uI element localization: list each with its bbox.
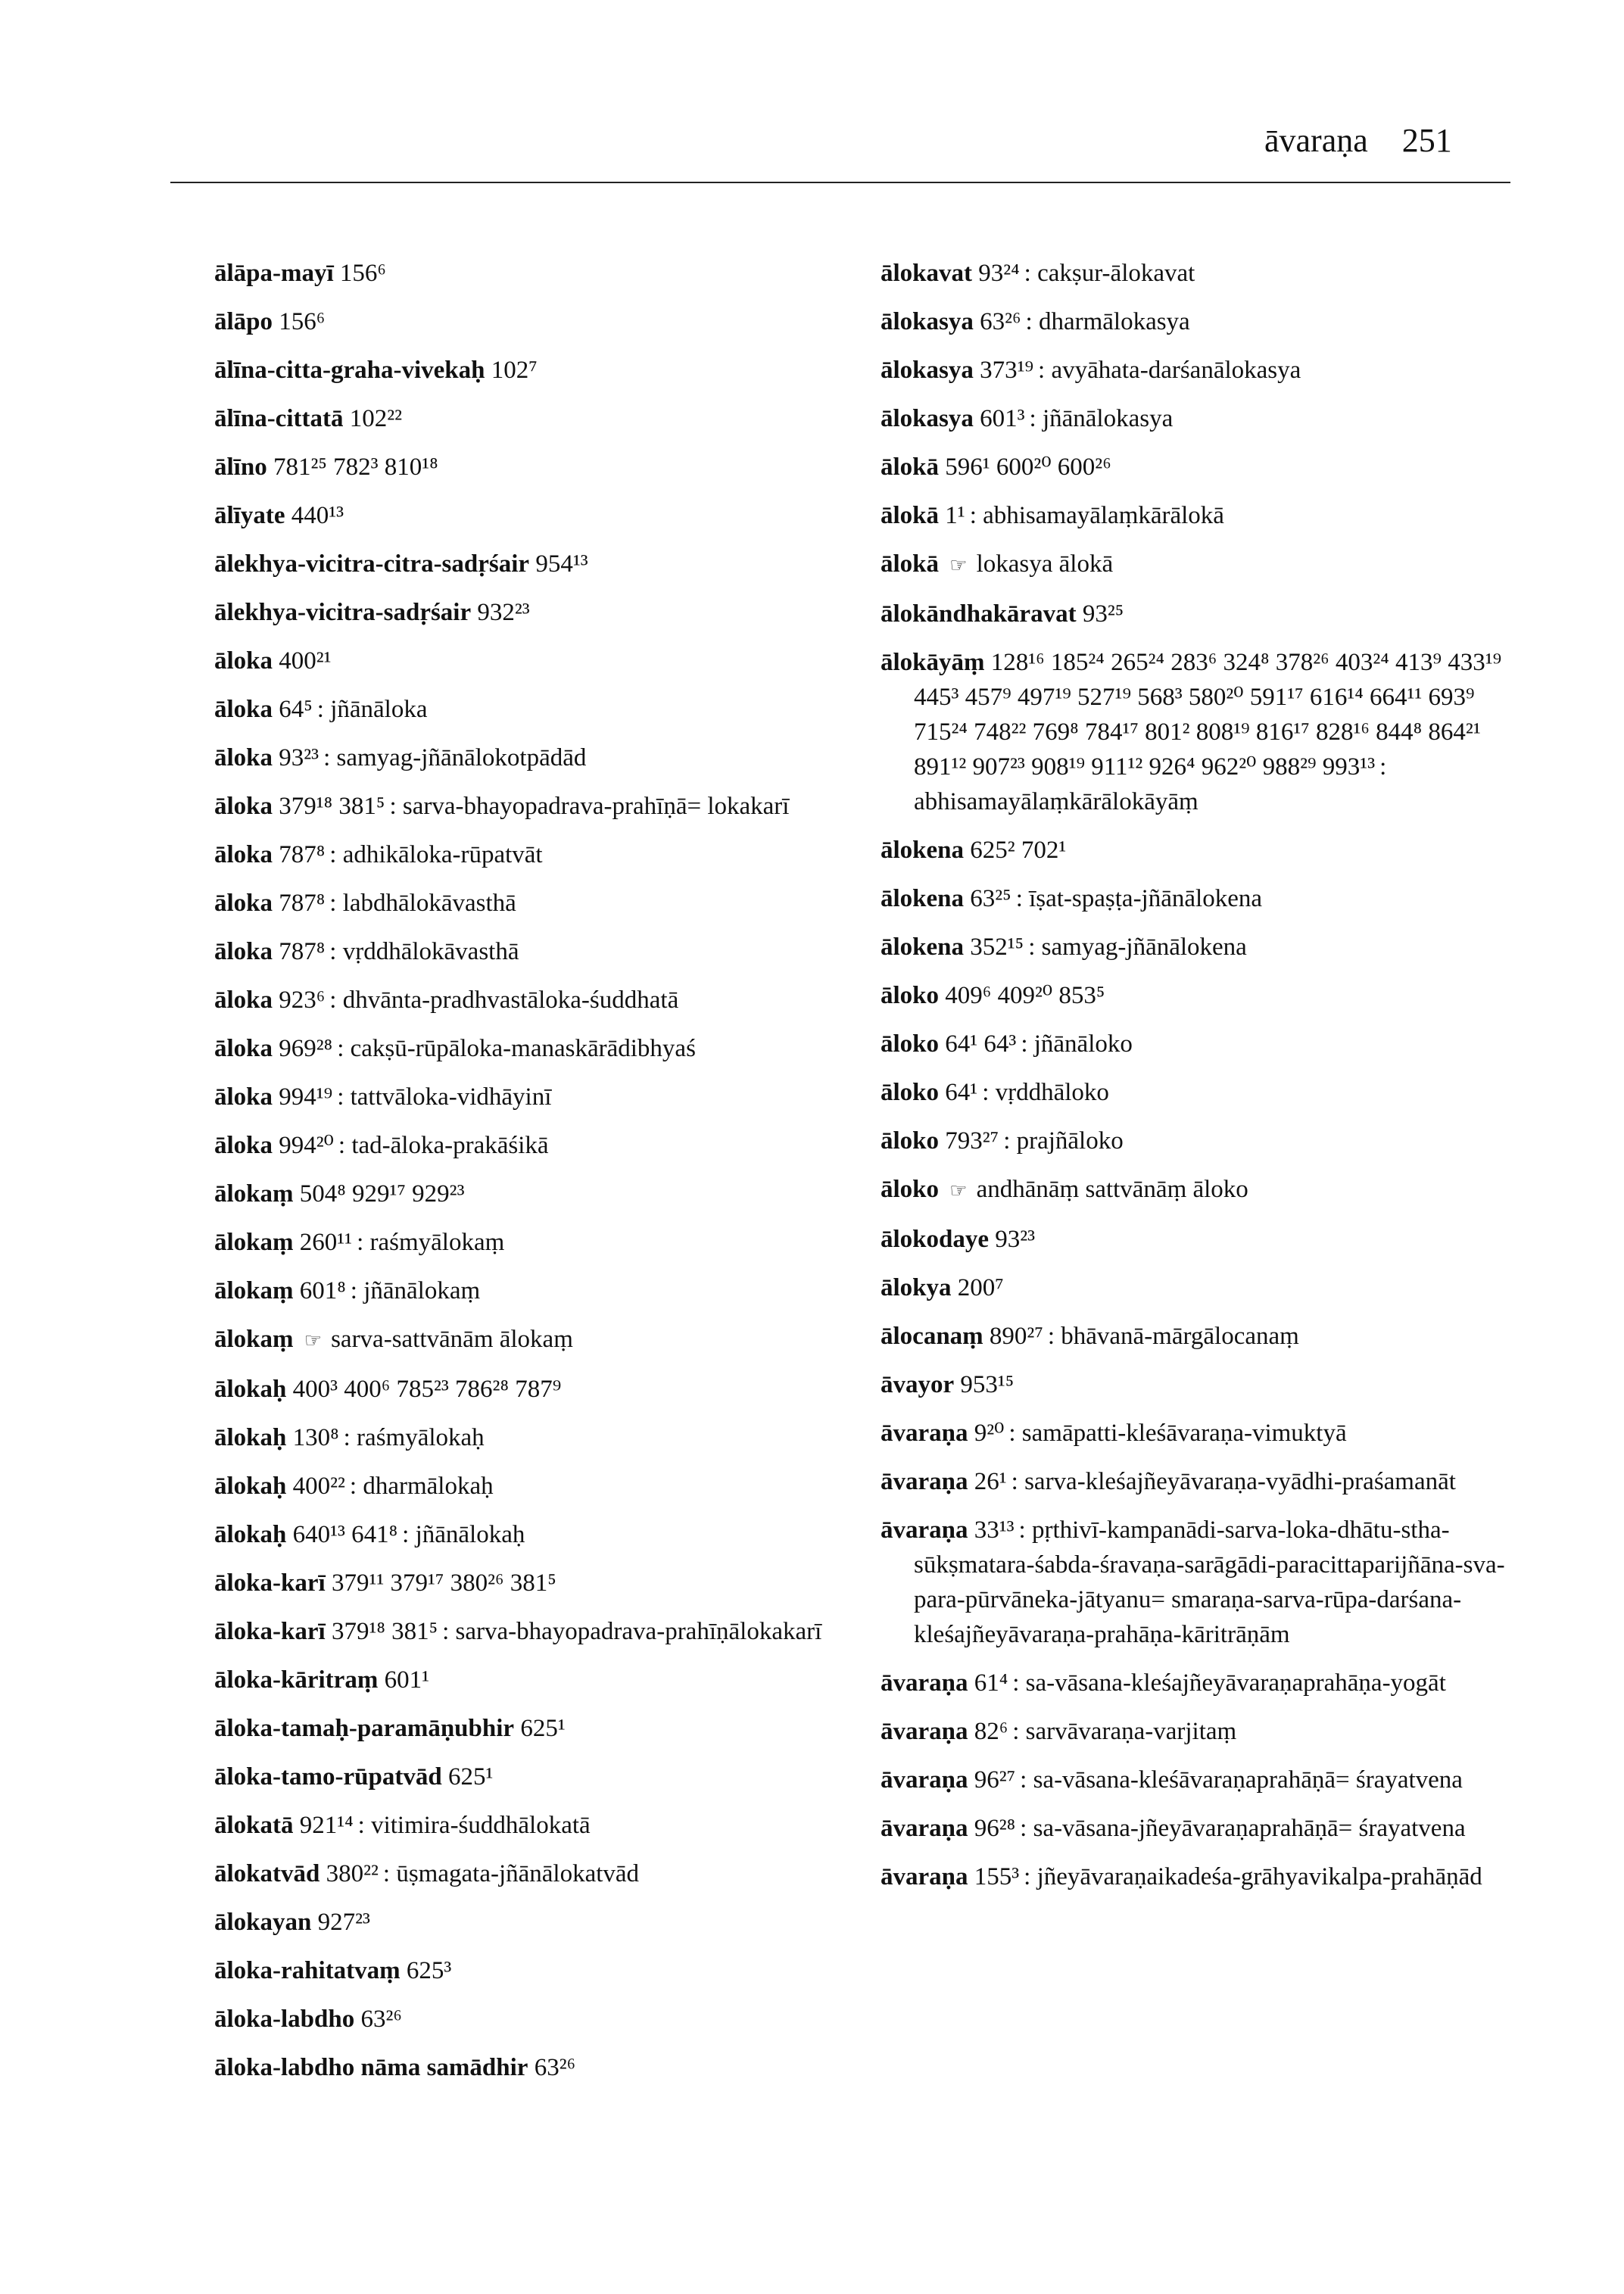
index-entry [214, 886, 873, 921]
entry-references: 63²⁶ [360, 2006, 402, 2033]
entry-compound: : dharmālokaḥ [349, 1473, 494, 1500]
entry-headword: āvaraṇa [881, 1766, 968, 1794]
entry-references: 601¹ [384, 1666, 429, 1694]
entry-references: 400²¹ [279, 647, 332, 675]
entry-references: 994¹⁹ [279, 1083, 333, 1111]
index-entry [214, 595, 873, 630]
entry-compound: : jñānālokaḥ [402, 1521, 525, 1548]
index-entry [214, 450, 873, 485]
entry-compound: : sa-vāsana-kleśajñeyāvaraṇaprahāṇa-yogāt [1012, 1669, 1446, 1697]
entry-references: 625¹ [447, 1763, 494, 1791]
index-entry [881, 1859, 1532, 1894]
index-entry [214, 1031, 873, 1066]
entry-references: 380²² [326, 1860, 379, 1887]
entry-references: 260¹¹ [299, 1229, 353, 1256]
index-entry [881, 1464, 1532, 1499]
entry-headword: ālāpo [214, 308, 273, 335]
entry-references: 63²⁶ [980, 308, 1021, 335]
entry-references: 921¹⁴ [299, 1812, 354, 1839]
index-entry [881, 1270, 1532, 1305]
see-also-icon: ☞ [949, 554, 968, 576]
index-entry [881, 833, 1532, 868]
entry-compound: : bhāvanā-mārgālocanaṃ [1047, 1323, 1299, 1350]
entry-headword: āloka [214, 986, 273, 1014]
entry-headword: āloka-karī [214, 1618, 326, 1645]
entry-references: 64⁵ [279, 696, 313, 723]
entry-headword: ālokatvād [214, 1860, 320, 1887]
index-entry [881, 353, 1532, 388]
index-entry [214, 1517, 873, 1552]
entry-headword: ālokaṃ [214, 1326, 294, 1353]
entry-references: 200⁷ [957, 1274, 1004, 1301]
index-entry [214, 2002, 873, 2037]
entry-headword: āloka-kāritraṃ [214, 1666, 379, 1694]
index-entry [214, 2050, 873, 2085]
entry-compound: : vitimira-śuddhālokatā [357, 1812, 591, 1839]
entry-references: 379¹⁸ 381⁵ [331, 1618, 438, 1645]
entry-references: 640¹³ 641⁸ [292, 1521, 398, 1548]
index-entry [881, 645, 1532, 819]
entry-compound: : jñeyāvaraṇaikadeśa-grāhyavikalpa-prahāṇād [1024, 1863, 1482, 1890]
entry-compound: : cakṣur-ālokavat [1024, 260, 1195, 287]
entry-headword: āloka [214, 744, 273, 771]
index-entry [881, 1367, 1532, 1402]
entry-compound: : tad-āloka-prakāśikā [338, 1132, 549, 1159]
index-entry [214, 498, 873, 533]
entry-references: 102²² [349, 405, 403, 432]
entry-compound: : samyag-jñānālokena [1028, 933, 1247, 961]
entry-references: 61⁴ [974, 1669, 1008, 1697]
entry-compound: : dhvānta-pradhvastāloka-śuddhatā [329, 986, 679, 1014]
right-column [881, 256, 1532, 1908]
entry-headword: āloka-rahitatvaṃ [214, 1957, 401, 1984]
entry-compound: : sarva-bhayopadrava-prahīṇālokakarī [442, 1618, 822, 1645]
entry-compound: : vṛddhālokāvasthā [329, 938, 519, 965]
entry-headword: ālokā [881, 454, 940, 481]
entry-references: 82⁶ [974, 1718, 1008, 1745]
entry-compound: lokasya ālokā [976, 550, 1114, 578]
entry-headword: ālokāndhakāravat [881, 600, 1077, 628]
entry-headword: ālokavat [881, 260, 973, 287]
entry-headword: ālokā [881, 550, 940, 578]
entry-headword: āvaraṇa [881, 1815, 968, 1842]
entry-headword: ālīno [214, 454, 267, 481]
entry-references: 787⁸ [279, 938, 326, 965]
entry-headword: āloka [214, 890, 273, 917]
index-entry [881, 450, 1532, 485]
entry-references: 932²³ [477, 599, 530, 626]
entry-headword: ālokāyāṃ [881, 649, 985, 676]
entry-headword: ālokā [881, 502, 940, 529]
entry-headword: ālokasya [881, 308, 974, 335]
see-also-icon: ☞ [304, 1329, 323, 1351]
entry-headword: ālīna-citta-graha-vivekaḥ [214, 357, 485, 384]
index-entry [214, 547, 873, 581]
entry-headword: ālokatā [214, 1812, 294, 1839]
entry-headword: āloka-tamo-rūpatvād [214, 1763, 442, 1791]
index-entry [214, 256, 873, 291]
entry-headword: ālokena [881, 837, 965, 864]
index-entry [214, 1177, 873, 1211]
index-entry [881, 597, 1532, 631]
entry-compound: : raśmyālokaḥ [343, 1424, 485, 1451]
entry-headword: ālokodaye [881, 1226, 990, 1253]
entry-headword: ālokaḥ [214, 1473, 287, 1500]
index-entry [881, 1714, 1532, 1749]
index-entry [214, 1469, 873, 1504]
entry-compound: : pṛthivī-kampanādi-sarva-loka-dhātu-stha-sūkṣmatara-śabda-śravaṇa-sarāgādi-paracittaparijñāna-sva-para-pūrvāneka-jātyanu= smaraṇa-sarva-rūpa-darśana-kleśajñeyāvaraṇa-prahāṇa-kāritrāṇām [914, 1516, 1505, 1648]
entry-compound: : jñānālokaṃ [350, 1277, 481, 1304]
entry-compound: : prajñāloko [1003, 1127, 1124, 1155]
index-entry [881, 978, 1532, 1013]
index-entry [881, 304, 1532, 339]
index-entry [214, 1322, 873, 1358]
entry-headword: ālāpa-mayī [214, 260, 334, 287]
entry-headword: āloka-tamaḥ-paramāṇubhir [214, 1715, 515, 1742]
entry-references: 93²⁵ [1082, 600, 1124, 628]
entry-headword: āvaraṇa [881, 1718, 968, 1745]
entry-compound: : vṛddhāloko [982, 1079, 1109, 1106]
index-entry [214, 692, 873, 727]
entry-compound: : avyāhata-darśanālokasya [1038, 357, 1301, 384]
entry-headword: ālokaṃ [214, 1180, 294, 1208]
entry-references: 64¹ 64³ [945, 1030, 1017, 1058]
index-entry [881, 1811, 1532, 1846]
entry-headword: āloka [214, 938, 273, 965]
page-number: 251 [1401, 122, 1452, 159]
entry-references: 954¹³ [535, 550, 588, 578]
entry-references: 96²⁸ [974, 1815, 1016, 1842]
entry-headword: āloka-labdho nāma samādhir [214, 2054, 528, 2081]
page-header [1264, 121, 1507, 160]
entry-compound: : samāpatti-kleśāvaraṇa-vimuktyā [1008, 1420, 1347, 1447]
entry-references: 155³ [974, 1863, 1020, 1890]
entry-references: 787⁸ [279, 841, 326, 868]
entry-references: 128¹⁶ 185²⁴ 265²⁴ 283⁶ 324⁸ 378²⁶ 403²⁴ 413⁹ 433¹⁹ 445³ 457⁹ 497¹⁹ 527¹⁹ 568³ 580²⁰ 591¹⁷ 616¹⁴ 664¹¹ 693⁹ 715²⁴ 748²² 769⁸ 784¹⁷ 801² 808¹⁹ 816¹⁷ 828¹⁶ 844⁸ 864²¹ 891¹² 907²³ 908¹⁹ 911¹² 926⁴ 962²⁰ 988²⁹ 993¹³ [914, 649, 1502, 781]
index-entry [214, 1905, 873, 1940]
entry-compound: : sarva-bhayopadrava-prahīṇā= lokakarī [389, 793, 790, 820]
entry-references: 601³ [980, 405, 1025, 432]
entry-references: 409⁶ 409²⁰ 853⁵ [945, 982, 1105, 1009]
index-entry [214, 934, 873, 969]
entry-compound: : sa-vāsana-kleśāvaraṇaprahāṇā= śrayatvena [1020, 1766, 1463, 1794]
entry-headword: āvayor [881, 1371, 955, 1398]
index-entry [881, 881, 1532, 916]
entry-compound: : abhisamayālaṃkārālokāyāṃ [914, 753, 1387, 815]
entry-headword: ālekhya-vicitra-sadṛśair [214, 599, 472, 626]
entry-compound: : ūṣmagata-jñānālokatvād [382, 1860, 640, 1887]
index-entry [214, 1273, 873, 1308]
index-entry [881, 256, 1532, 291]
index-entry [214, 1759, 873, 1794]
index-entry [881, 1172, 1532, 1208]
entry-compound: : labdhālokāvasthā [329, 890, 516, 917]
entry-references: 787⁸ [279, 890, 326, 917]
entry-compound: : sarva-kleśajñeyāvaraṇa-vyādhi-praśamanāt [1011, 1468, 1456, 1495]
index-entry [214, 1614, 873, 1649]
index-entry [881, 1124, 1532, 1158]
entry-headword: ālokaḥ [214, 1376, 287, 1403]
index-entry [881, 930, 1532, 965]
index-entry [881, 1763, 1532, 1797]
entry-references: 596¹ 600²⁰ 600²⁶ [945, 454, 1111, 481]
entry-compound: : sa-vāsana-jñeyāvaraṇaprahāṇā= śrayatvena [1020, 1815, 1466, 1842]
entry-headword: āvaraṇa [881, 1516, 968, 1544]
entry-compound: : jñānālokasya [1029, 405, 1174, 432]
entry-references: 26¹ [974, 1468, 1007, 1495]
index-entry [881, 401, 1532, 436]
entry-headword: āloka [214, 1035, 273, 1062]
entry-headword: ālokena [881, 933, 965, 961]
index-entry [214, 1711, 873, 1746]
index-entry [881, 1666, 1532, 1700]
index-entry [881, 1222, 1532, 1257]
entry-references: 927²³ [317, 1909, 370, 1936]
entry-references: 130⁸ [292, 1424, 339, 1451]
entry-headword: ālokena [881, 885, 965, 912]
entry-references: 625² 702¹ [970, 837, 1067, 864]
entry-references: 1¹ [945, 502, 965, 529]
entry-compound: : samyag-jñānālokotpādād [323, 744, 587, 771]
entry-references: 64¹ [945, 1079, 978, 1106]
entry-references: 440¹³ [291, 502, 344, 529]
entry-headword: āloko [881, 1030, 940, 1058]
entry-references: 96²⁷ [974, 1766, 1016, 1794]
entry-headword: ālokasya [881, 405, 974, 432]
entry-compound: : īṣat-spaṣṭa-jñānālokena [1015, 885, 1262, 912]
see-also-icon: ☞ [949, 1180, 968, 1202]
index-entry [214, 1420, 873, 1455]
index-entry [214, 1128, 873, 1163]
index-entry [214, 983, 873, 1018]
entry-references: 890²⁷ [989, 1323, 1043, 1350]
entry-references: 625¹ [520, 1715, 566, 1742]
entry-references: 400²² [292, 1473, 345, 1500]
index-entry [214, 1372, 873, 1407]
entry-references: 793²⁷ [945, 1127, 999, 1155]
entry-headword: ālokasya [881, 357, 974, 384]
entry-references: 625³ [406, 1957, 452, 1984]
entry-references: 93²³ [995, 1226, 1036, 1253]
entry-references: 102⁷ [491, 357, 538, 384]
entry-headword: ālīyate [214, 502, 285, 529]
header-rule [170, 182, 1510, 183]
entry-compound: : jñānāloko [1021, 1030, 1133, 1058]
index-entry [214, 1663, 873, 1697]
entry-headword: ālocanaṃ [881, 1323, 983, 1350]
entry-headword: āloko [881, 982, 940, 1009]
entry-references: 781²⁵ 782³ 810¹⁸ [273, 454, 438, 481]
entry-headword: ālokaṃ [214, 1277, 294, 1304]
index-entry [214, 304, 873, 339]
entry-headword: āloka-karī [214, 1569, 326, 1597]
index-entry [214, 1856, 873, 1891]
entry-references: 379¹⁸ 381⁵ [279, 793, 385, 820]
entry-headword: āloka [214, 841, 273, 868]
index-entry [214, 789, 873, 824]
left-column [214, 256, 873, 2099]
index-entry [881, 498, 1532, 533]
entry-headword: āloka [214, 1132, 273, 1159]
entry-compound: : sarvāvaraṇa-varjitaṃ [1012, 1718, 1237, 1745]
entry-headword: ālokaḥ [214, 1424, 287, 1451]
entry-headword: ālekhya-vicitra-citra-sadṛśair [214, 550, 530, 578]
entry-compound: : abhisamayālaṃkārālokā [969, 502, 1224, 529]
index-entry [881, 1075, 1532, 1110]
entry-references: 953¹⁵ [960, 1371, 1015, 1398]
entry-compound: : cakṣū-rūpāloka-manaskārādibhyaś [337, 1035, 696, 1062]
entry-references: 63²⁶ [534, 2054, 576, 2081]
entry-headword: ālokaḥ [214, 1521, 287, 1548]
entry-references: 373¹⁹ [980, 357, 1034, 384]
index-entry [214, 644, 873, 678]
entry-headword: āloko [881, 1079, 940, 1106]
entry-headword: ālokya [881, 1274, 952, 1301]
entry-headword: āvaraṇa [881, 1468, 968, 1495]
entry-compound: : adhikāloka-rūpatvāt [329, 841, 543, 868]
entry-compound: andhānāṃ sattvānāṃ āloko [976, 1176, 1248, 1203]
entry-compound: : tattvāloka-vidhāyinī [337, 1083, 552, 1111]
entry-references: 63²⁵ [970, 885, 1011, 912]
index-entry [881, 547, 1532, 583]
index-entry [881, 1319, 1532, 1354]
entry-references: 156⁶ [279, 308, 326, 335]
entry-headword: āloko [881, 1127, 940, 1155]
index-entry [214, 837, 873, 872]
entry-compound: : jñānāloka [316, 696, 428, 723]
entry-headword: āloka [214, 696, 273, 723]
entry-references: 156⁶ [339, 260, 386, 287]
entry-headword: ālokayan [214, 1909, 312, 1936]
entry-compound: sarva-sattvānām ālokaṃ [331, 1326, 573, 1353]
entry-headword: ālīna-cittatā [214, 405, 344, 432]
index-entry [214, 353, 873, 388]
entry-headword: āloka [214, 793, 273, 820]
entry-references: 400³ 400⁶ 785²³ 786²⁸ 787⁹ [292, 1376, 562, 1403]
entry-references: 504⁸ 929¹⁷ 929²³ [299, 1180, 465, 1208]
entry-headword: āloka [214, 1083, 273, 1111]
entry-references: 352¹⁵ [970, 933, 1024, 961]
entry-references: 923⁶ [279, 986, 326, 1014]
index-entry [214, 1808, 873, 1843]
entry-references: 601⁸ [299, 1277, 346, 1304]
entry-compound: : dharmālokasya [1025, 308, 1190, 335]
entry-references: 969²⁸ [279, 1035, 333, 1062]
index-entry [881, 1513, 1532, 1652]
entry-references: 379¹¹ 379¹⁷ 380²⁶ 381⁵ [331, 1569, 556, 1597]
entry-headword: āloko [881, 1176, 940, 1203]
entry-headword: āvaraṇa [881, 1863, 968, 1890]
index-entry [214, 1080, 873, 1114]
running-headword: āvaraṇa [1264, 122, 1368, 159]
index-entry [214, 1225, 873, 1260]
entry-references: 93²⁴ [978, 260, 1020, 287]
entry-references: 33¹³ [974, 1516, 1015, 1544]
index-entry [881, 1027, 1532, 1061]
index-entry [214, 1953, 873, 1988]
index-entry [881, 1416, 1532, 1451]
index-entry [214, 401, 873, 436]
entry-references: 994²⁰ [279, 1132, 334, 1159]
entry-references: 9²⁰ [974, 1420, 1005, 1447]
entry-compound: : raśmyālokaṃ [357, 1229, 505, 1256]
index-entry [214, 1566, 873, 1601]
entry-references: 93²³ [279, 744, 320, 771]
entry-headword: āvaraṇa [881, 1420, 968, 1447]
index-entry [214, 740, 873, 775]
entry-headword: āloka [214, 647, 273, 675]
entry-headword: āloka-labdho [214, 2006, 355, 2033]
entry-headword: āvaraṇa [881, 1669, 968, 1697]
entry-headword: ālokaṃ [214, 1229, 294, 1256]
